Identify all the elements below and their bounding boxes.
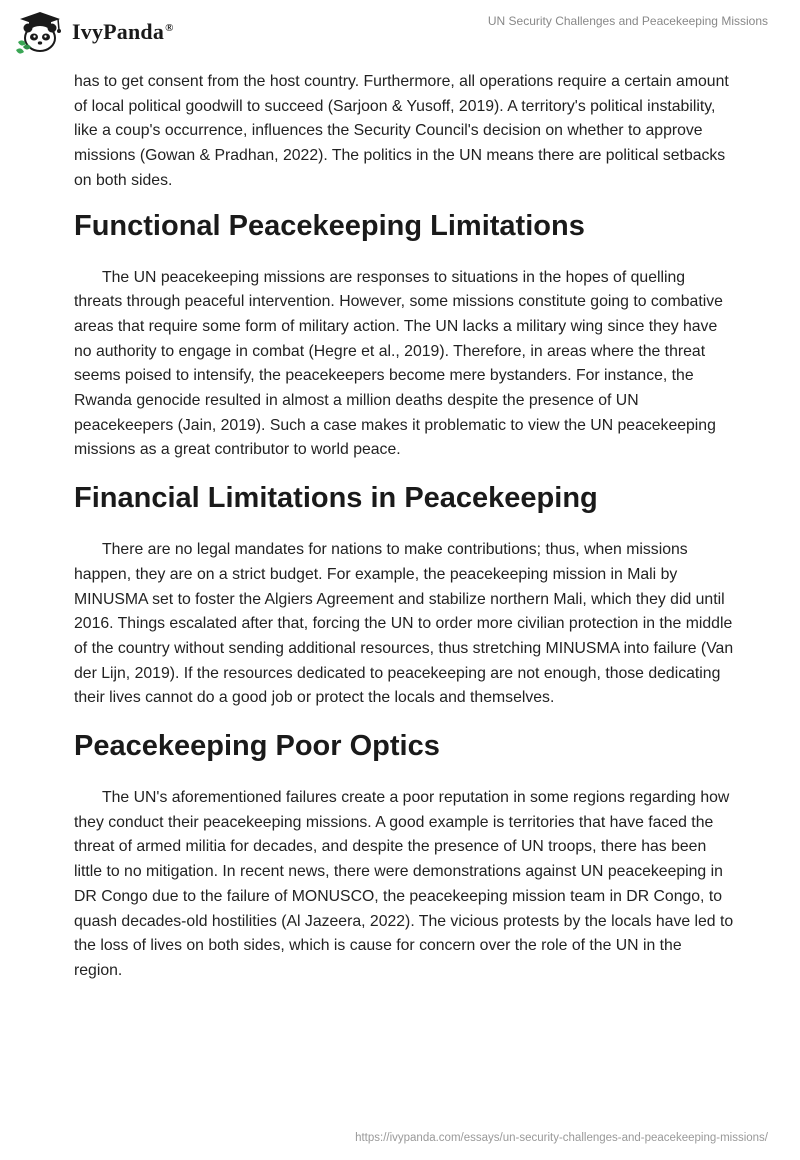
section-heading-functional: Functional Peacekeeping Limitations	[74, 209, 585, 242]
brand-name: IvyPanda®	[72, 19, 174, 44]
page-header	[0, 0, 800, 60]
section-heading-financial: Financial Limitations in Peacekeeping	[74, 482, 598, 515]
section-paragraph-functional: The UN peacekeeping missions are responses to situations in the hopes of quelling threats through peaceful intervention. However, some missions constitute going to combative areas that require some form of military action. The UN lacks a military wing since they have no authority to engage in combat (Hegre et al., 2019). Therefore, in areas where the threat seems poised to intensify, the peacekeepers become mere bystanders. For instance, the Rwanda genocide resulted in almost a million deaths despite the presence of UN peacekeepers (Jain, 2019). Such a case makes it problematic to view the UN peacekeeping missions as a great contributor to world peace.	[74, 268, 723, 459]
section-heading-optics: Peacekeeping Poor Optics	[74, 730, 440, 763]
ivypanda-logo[interactable]	[14, 8, 204, 56]
intro-paragraph: has to get consent from the host country. Furthermore, all operations require a certain amount of local political goodwill to succeed (Sarjoon & Yusoff, 2019). A territory's political instability, like a coup's occurrence, influences the Security Council's decision on whether to approve missions (Gowan & Pradhan, 2022). The politics in the UN means there are political setbacks on both sides.	[74, 73, 729, 189]
footer-url[interactable]: https://ivypanda.com/essays/un-security-challenges-and-peacekeeping-missions/	[355, 1132, 768, 1144]
section-paragraph-optics: The UN's aforementioned failures create a poor reputation in some regions regarding how they conduct their peacekeeping missions. A good example is territories that have faced the threat of armed militia for decades, and despite the presence of UN troops, there has been little to no mitigation. In recent news, there were demonstrations against UN peacekeeping in DR Congo due to the failure of MONUSCO, the peacekeeping mission team in DR Congo, to quash decades-old hostilities (Al Jazeera, 2022). The vicious protests by the locals have led to the loss of lives on both sides, which is cause for concern over the role of the UN in the region.	[74, 789, 734, 979]
document-title: UN Security Challenges and Peacekeeping Missions	[487, 14, 768, 28]
essay-content	[74, 70, 734, 984]
registered-mark: ®	[165, 22, 174, 34]
section-paragraph-financial: There are no legal mandates for nations to make contributions; thus, when missions happen, they are on a strict budget. For example, the peacekeeping mission in Mali by MINUSMA set to foster the Algiers Agreement and stabilize northern Mali, which they did until 2016. Things escalated after that, forcing the UN to order more civilian protection in the middle of the country without sending additional resources, thus stretching MINUSMA into failure (Van der Lijn, 2019). If the resources dedicated to peacekeeping are not enough, those dedicating their lives cannot do a good job or protect the locals and themselves.	[74, 541, 734, 707]
panda-graduation-cap-icon	[14, 10, 66, 54]
